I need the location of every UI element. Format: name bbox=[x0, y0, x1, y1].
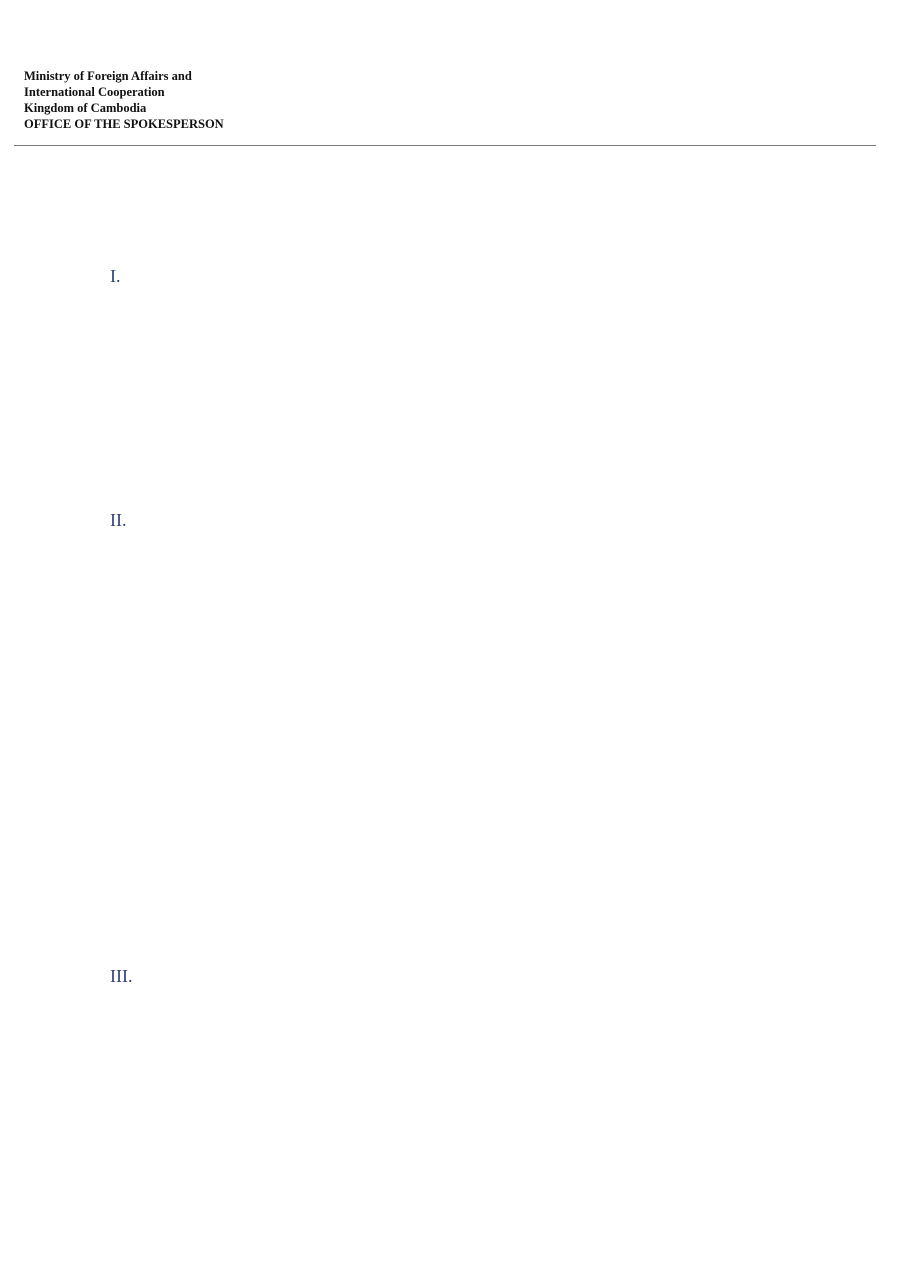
section-1-numeral: I. bbox=[110, 266, 121, 286]
section-2-numeral: II. bbox=[110, 510, 127, 530]
letterhead-office: OFFICE OF THE SPOKESPERSON bbox=[24, 117, 224, 131]
letterhead-ministry: Ministry of Foreign Affairs and bbox=[24, 69, 192, 83]
section-3-numeral: III. bbox=[110, 966, 133, 986]
section-1-body bbox=[168, 262, 798, 494]
title-line-2 bbox=[0, 210, 897, 242]
letterhead bbox=[24, 68, 444, 132]
section-2-continued-body bbox=[168, 682, 798, 948]
section-3-body bbox=[168, 962, 798, 1152]
header-divider bbox=[14, 145, 876, 146]
section-1 bbox=[0, 262, 897, 502]
document-title bbox=[0, 176, 897, 242]
section-2-body bbox=[168, 506, 798, 666]
section-2-continued bbox=[0, 682, 897, 952]
letterhead-cooperation: International Cooperation bbox=[24, 85, 165, 99]
letterhead-kingdom: Kingdom of Cambodia bbox=[24, 101, 147, 115]
section-2 bbox=[0, 506, 897, 668]
title-line-1 bbox=[0, 176, 897, 208]
section-3 bbox=[0, 962, 897, 1152]
